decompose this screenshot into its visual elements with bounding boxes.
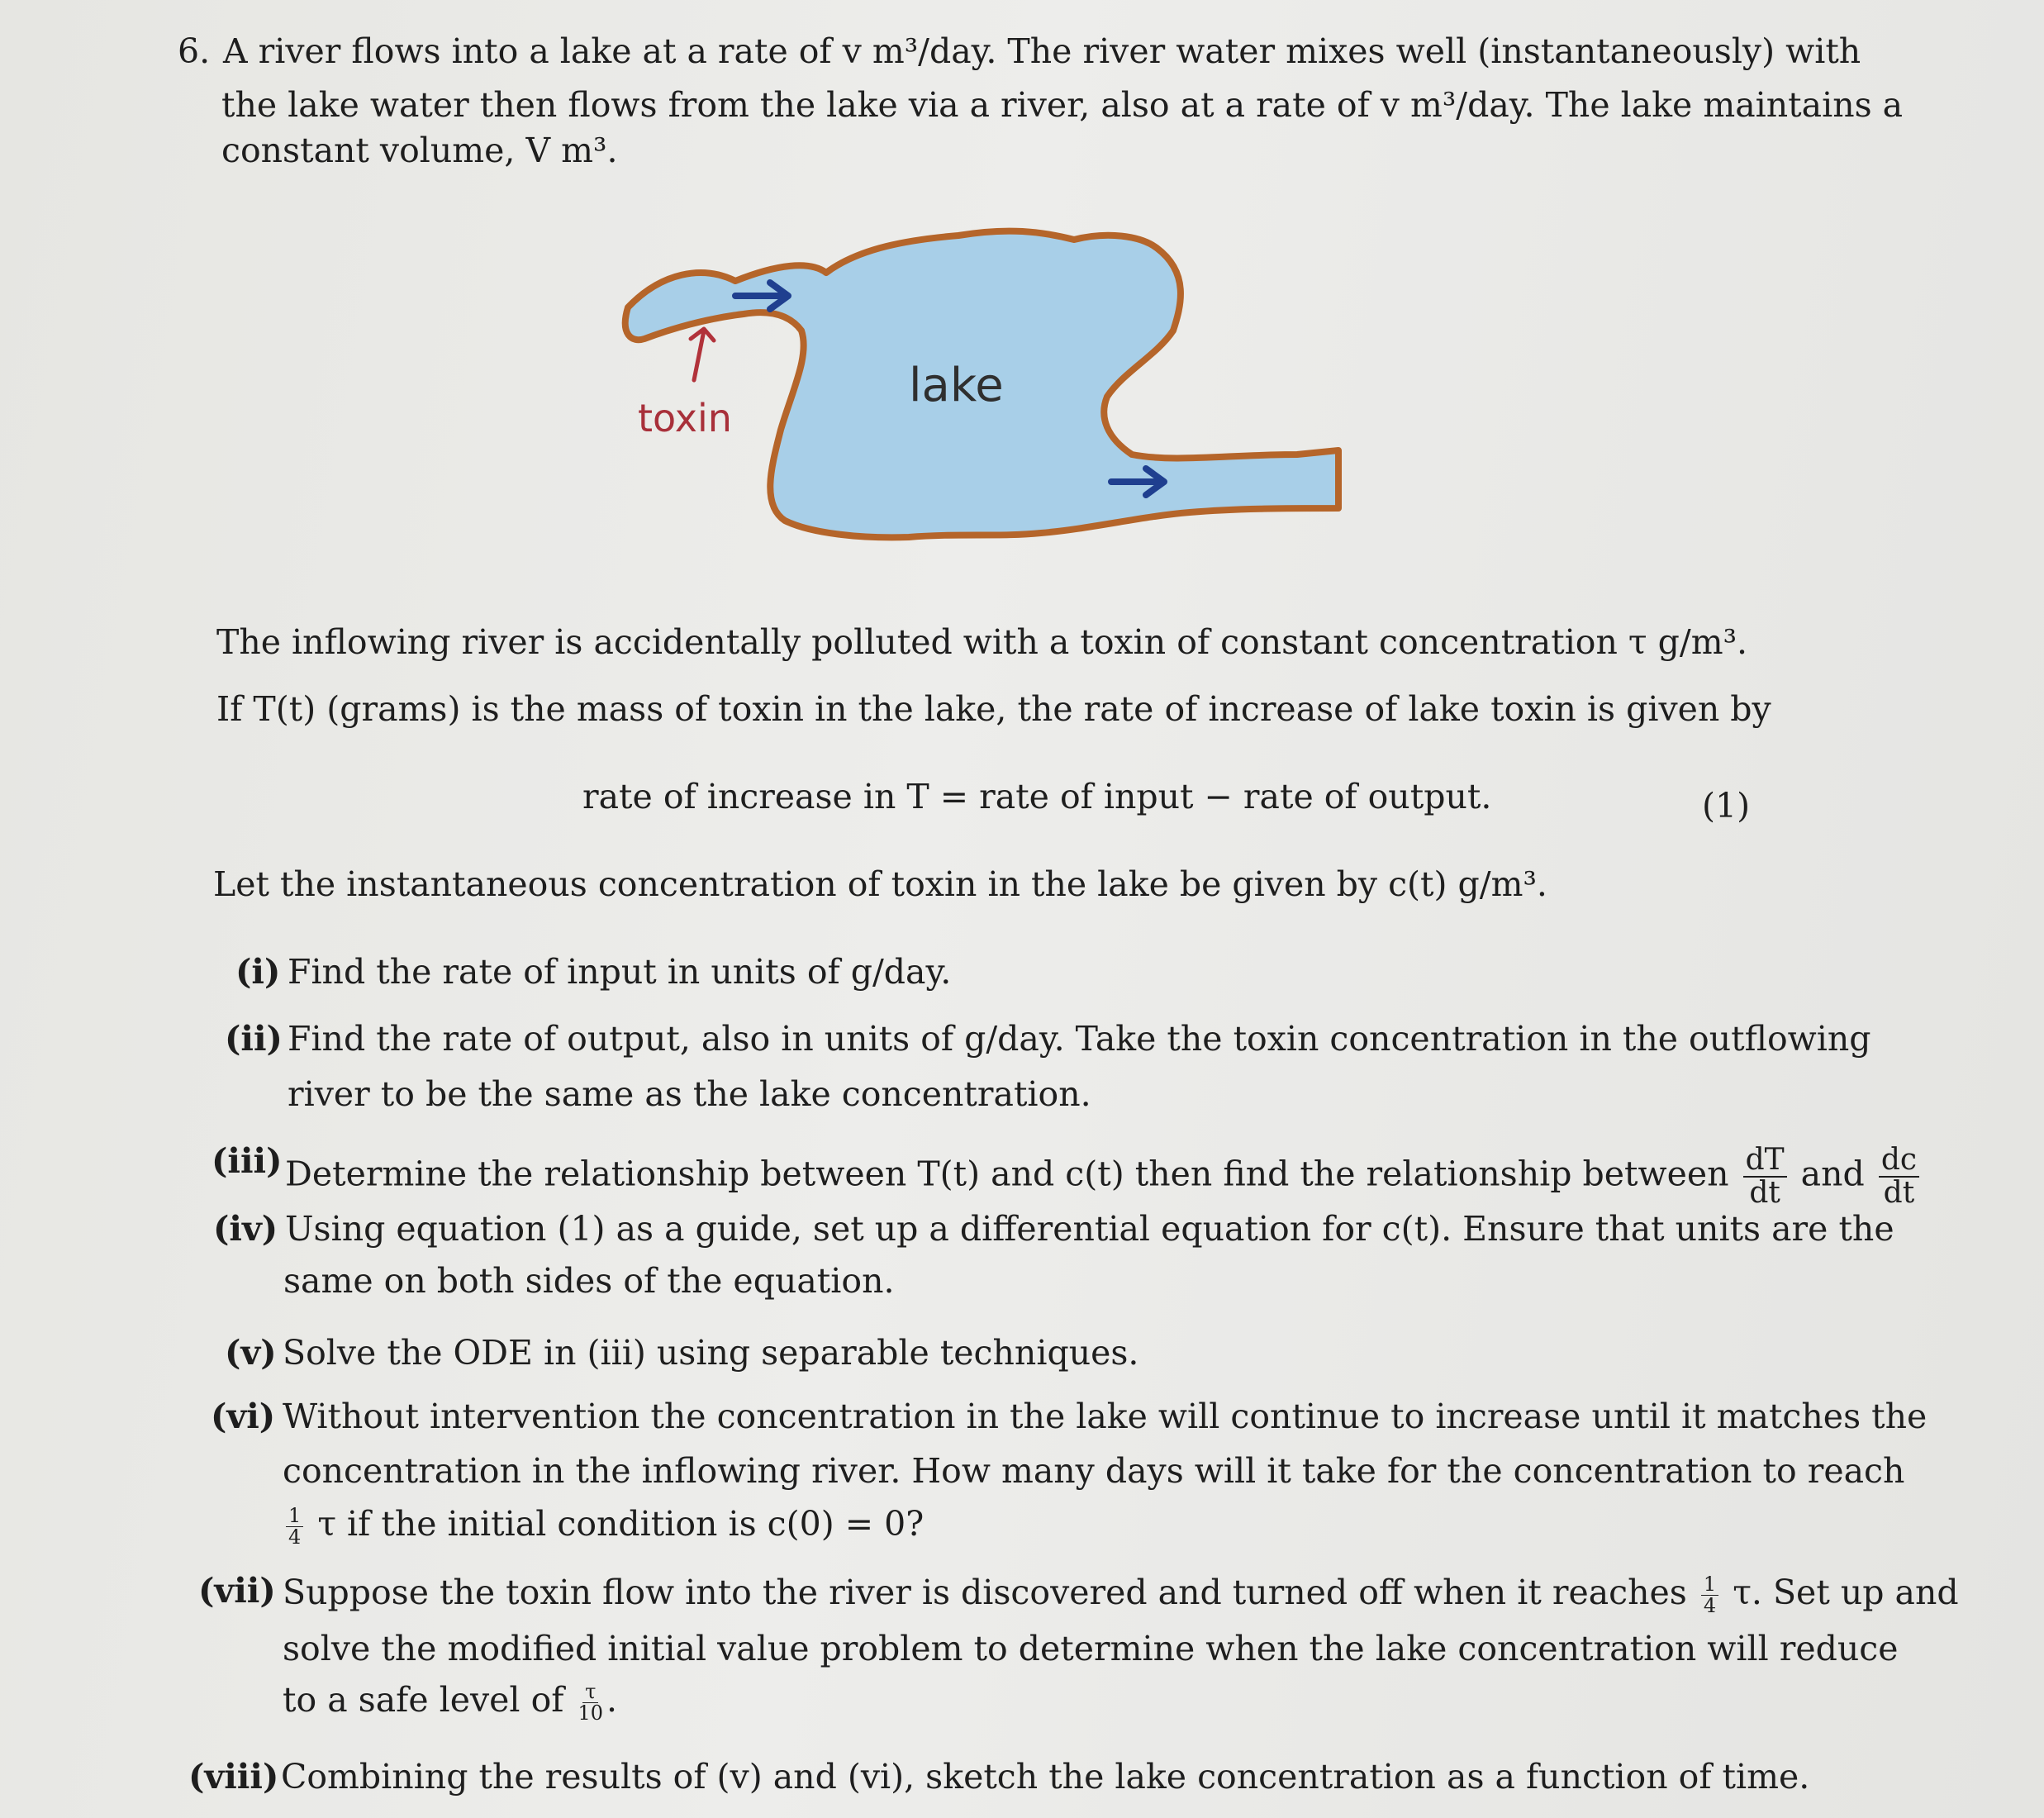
intro-line-1: A river flows into a lake at a rate of v m³/day. The river water mixes well (instantaneously) with	[223, 31, 1861, 71]
equation-number: (1)	[1702, 786, 1751, 826]
intro-line-3: constant volume, V m³.	[221, 131, 618, 170]
part-ii-line-2: river to be the same as the lake concentration.	[288, 1074, 1091, 1114]
part-iii-line	[285, 1145, 1923, 1209]
one-quarter-fraction: $\frac{1}{4}$	[286, 1506, 303, 1548]
part-iii-and: and	[1800, 1154, 1865, 1194]
part-vii-text-1b: τ. Set up and	[1733, 1573, 1959, 1613]
lake-label: lake	[909, 359, 1004, 412]
part-vi-text-3: τ if the initial condition is c(0) = 0?	[317, 1504, 925, 1544]
concentration-line: Let the instantaneous concentration of toxin in the lake be given by c(t) g/m³.	[213, 864, 1547, 904]
tau-over-ten-fraction: $\frac{\tau}{10}$	[578, 1680, 604, 1725]
part-i-text: Find the rate of input in units of g/day.	[288, 952, 952, 992]
equation-1: rate of increase in T = rate of input − rate of output.	[582, 777, 1492, 816]
part-label-v: (v)	[225, 1333, 277, 1373]
body-line-2: If T(t) (grams) is the mass of toxin in the lake, the rate of increase of lake toxin is given by	[216, 689, 1771, 729]
question-number: 6.	[178, 31, 211, 71]
part-ii-line-1: Find the rate of output, also in units of g/day. Take the toxin concentration in the outflowing	[288, 1019, 1871, 1059]
toxin-arrow-icon	[691, 329, 714, 380]
part-viii-text: Combining the results of (v) and (vi), sketch the lake concentration as a function of time.	[281, 1757, 1810, 1797]
part-vi-line-2: concentration in the inflowing river. How many days will it take for the concentration to reach	[283, 1451, 1905, 1491]
part-iv-line-2: same on both sides of the equation.	[283, 1261, 895, 1301]
part-label-iii: (iii)	[212, 1141, 283, 1181]
part-vii-text-3: to a safe level of	[283, 1680, 564, 1720]
part-vi-line-1: Without intervention the concentration in the lake will continue to increase until it matches the	[283, 1397, 1928, 1436]
lake-river-diagram	[611, 215, 1355, 562]
intro-line-2: the lake water then flows from the lake via a river, also at a rate of v m³/day. The lake maintains a	[221, 85, 1904, 125]
toxin-label: toxin	[638, 396, 732, 440]
part-v-text: Solve the ODE in (iii) using separable techniques.	[283, 1333, 1139, 1373]
body-line-1: The inflowing river is accidentally polluted with a toxin of constant concentration τ g/m³.	[216, 622, 1748, 662]
part-label-iv: (iv)	[213, 1209, 278, 1249]
part-label-i: (i)	[235, 952, 281, 992]
part-iv-line-1: Using equation (1) as a guide, set up a differential equation for c(t). Ensure that units are the	[285, 1209, 1894, 1249]
one-quarter-fraction-2: $\frac{1}{4}$	[1701, 1574, 1718, 1616]
dT-dt-fraction: $\frac{dT}{dt}$	[1743, 1145, 1787, 1209]
dc-dt-fraction: $\frac{dc}{dt}$	[1879, 1145, 1919, 1209]
part-vi-line-3	[283, 1506, 924, 1548]
part-label-vii: (vii)	[198, 1571, 276, 1611]
part-label-viii: (viii)	[188, 1757, 279, 1797]
part-label-ii: (ii)	[225, 1019, 283, 1059]
part-vii-line-2: solve the modified initial value problem to determine when the lake concentration will reduce	[283, 1629, 1899, 1668]
part-vii-line-3: to a safe level of $\frac{\tau}{10}$ .	[283, 1680, 618, 1725]
part-vii-text-1: Suppose the toxin flow into the river is discovered and turned off when it reaches	[283, 1573, 1687, 1613]
part-vii-line-1	[283, 1574, 1959, 1616]
part-label-vi: (vi)	[211, 1397, 276, 1436]
part-iii-text: Determine the relationship between T(t) and c(t) then find the relationship between	[285, 1154, 1729, 1194]
